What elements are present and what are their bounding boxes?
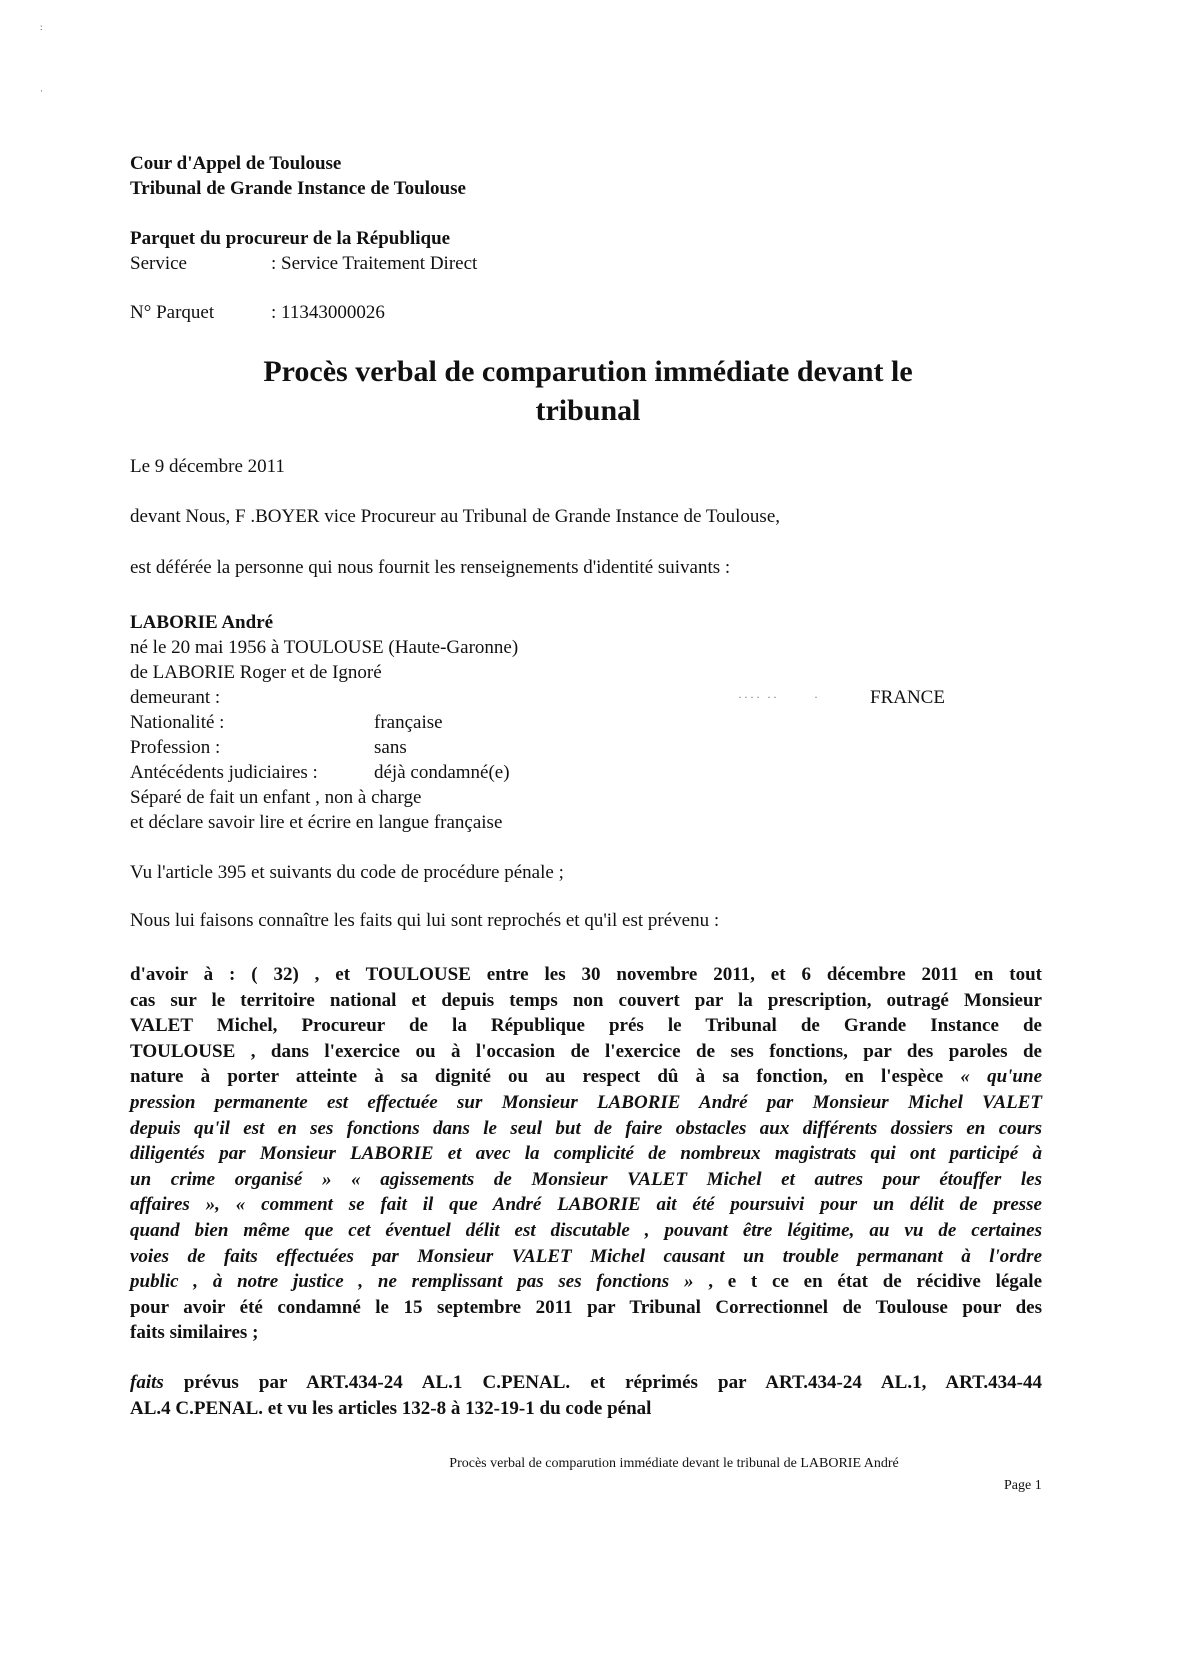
literacy-statement: et déclare savoir lire et écrire en langue française (130, 812, 503, 833)
charge-line (130, 1039, 1042, 1065)
criminal-record-label: Antécédents judiciaires : (130, 762, 318, 783)
tribunal-name: Tribunal de Grande Instance de Toulouse (130, 178, 466, 199)
legal-provisions (130, 1370, 1042, 1421)
nationality-value: française (374, 712, 443, 733)
residence-label: demeurant : (130, 687, 221, 708)
article-reference: Vu l'article 395 et suivants du code de procédure pénale ; (130, 862, 564, 883)
charge-line (130, 1320, 1042, 1346)
quoted-text: un crime organisé » « agissements de Monsieur VALET Michel et autres pour étouffer les (130, 1168, 1042, 1190)
quoted-text: public , à notre justice , ne remplissant pas ses fonctions » (130, 1271, 694, 1293)
quoted-text: depuis qu'il est en ses fonctions dans le seul but de faire obstacles aux différents dossiers en cours (130, 1117, 1042, 1139)
charge-line (130, 1192, 1042, 1218)
charge-text: TOULOUSE , dans l'exercice ou à l'occasion de l'exercice de ses fonctions, par des paroles de (130, 1040, 1042, 1062)
before-prosecutor: devant Nous, F .BOYER vice Procureur au Tribunal de Grande Instance de Toulouse, (130, 506, 780, 527)
charge-line (130, 1167, 1042, 1193)
charge-text: nature à porter atteinte à sa dignité ou au respect dû à sa fonction, en l'espèce (130, 1066, 944, 1088)
charge-line (130, 1244, 1042, 1270)
charge-line (130, 1141, 1042, 1167)
parents-info: de LABORIE Roger et de Ignoré (130, 662, 382, 683)
page-number: Page 1 (1004, 1478, 1042, 1493)
charge-line (130, 1013, 1042, 1039)
redaction-dots: ···· ·· · (738, 690, 820, 704)
birth-info: né le 20 mai 1956 à TOULOUSE (Haute-Garonne) (130, 637, 519, 658)
parquet-number-label: N° Parquet (130, 302, 215, 323)
parquet-number-value: : 11343000026 (271, 302, 385, 323)
nationality-label: Nationalité : (130, 712, 225, 733)
residence-country: FRANCE (870, 687, 945, 708)
quoted-text: « qu'une (960, 1066, 1043, 1088)
charge-line (130, 1064, 1042, 1090)
family-status: Séparé de fait un enfant , non à charge (130, 787, 422, 808)
charge-text: d'avoir à : ( 32) , et TOULOUSE entre les 30 novembre 2011, et 6 décembre 2011 en tout (130, 964, 1042, 985)
parquet-heading: Parquet du procureur de la République (130, 228, 451, 249)
charge-line (130, 1090, 1042, 1116)
person-name: LABORIE André (130, 612, 274, 633)
charge-line (130, 1116, 1042, 1142)
date: Le 9 décembre 2011 (130, 456, 285, 477)
document-title-line1: Procès verbal de comparution immédiate devant le (263, 355, 913, 388)
charge-text: , e t ce en état de récidive légale (708, 1271, 1043, 1293)
service-label: Service (130, 253, 187, 274)
quoted-text: pression permanente est effectuée sur Monsieur LABORIE André par Monsieur Michel VALET (130, 1091, 1042, 1113)
provisions-line1: prévus par ART.434-24 AL.1 C.PENAL. et réprimés par ART.434-24 AL.1, ART.434-44 (163, 1372, 1042, 1393)
quoted-text: diligentés par Monsieur LABORIE et avec la complicité de nombreux magistrats qui ont participé à (130, 1143, 1042, 1165)
footer-caption: Procès verbal de comparution immédiate devant le tribunal de LABORIE André (449, 1456, 899, 1471)
quoted-text: voies de faits effectuées par Monsieur VALET Michel causant un trouble permanant à l'ordre (130, 1245, 1042, 1267)
charge-paragraph (130, 962, 1042, 1346)
charge-text: VALET Michel, Procureur de la République prés le Tribunal de Grande Instance de (130, 1015, 1042, 1037)
scan-mark: · (40, 86, 43, 96)
court-of-appeal: Cour d'Appel de Toulouse (130, 153, 342, 174)
profession-label: Profession : (130, 737, 221, 758)
charge-line (130, 1295, 1042, 1321)
charge-text: cas sur le territoire national et depuis temps non couvert par la prescription, outragé Monsieur (130, 989, 1042, 1011)
charge-line (130, 962, 1042, 988)
provisions-italic: faits (130, 1372, 164, 1393)
charge-line (130, 1218, 1042, 1244)
charge-line (130, 1269, 1042, 1295)
criminal-record-value: déjà condamné(e) (374, 762, 510, 783)
quoted-text: quand bien même que cet éventuel délit est discutable , pouvant être légitime, au vu de certaines (130, 1219, 1042, 1241)
charge-line (130, 988, 1042, 1014)
profession-value: sans (374, 737, 407, 758)
charge-text: pour avoir été condamné le 15 septembre 2011 par Tribunal Correctionnel de Toulouse pour des (130, 1296, 1042, 1318)
referred-statement: est déférée la personne qui nous fournit les renseignements d'identité suivants : (130, 557, 731, 578)
charge-text: faits similaires ; (130, 1322, 259, 1344)
facts-intro: Nous lui faisons connaître les faits qui lui sont reprochés et qu'il est prévenu : (130, 910, 720, 931)
service-value: : Service Traitement Direct (271, 253, 478, 274)
provisions-line2: AL.4 C.PENAL. et vu les articles 132-8 à 132-19-1 du code pénal (130, 1397, 652, 1419)
document-title-line2: tribunal (535, 394, 641, 427)
scan-mark: : (40, 22, 43, 32)
quoted-text: affaires », « comment se fait il que André LABORIE ait été poursuivi pour un délit de presse (130, 1194, 1042, 1216)
